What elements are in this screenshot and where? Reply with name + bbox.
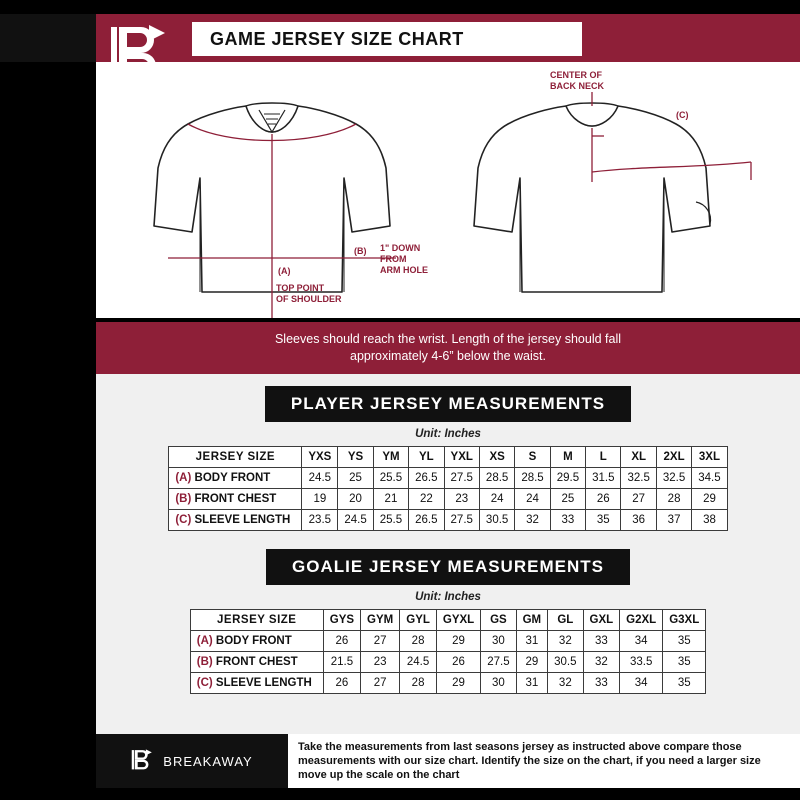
cell: 27.5 [444,468,479,489]
row-label-sleeve-length: SLEEVE LENGTH [194,514,291,526]
cell: 19 [302,489,338,510]
goalie-size-gl: GL [548,610,583,631]
cell: 29 [692,489,727,510]
cell: 24.5 [400,652,437,673]
cell: 25 [550,489,585,510]
player-size-xs: XS [479,447,514,468]
cell: 31 [516,673,548,694]
page-title: GAME JERSEY SIZE CHART [210,28,464,49]
footer-brand-name: BREAKAWAY [163,753,253,769]
cell: 26 [323,673,360,694]
cell: 29.5 [550,468,585,489]
cell: 27.5 [481,652,516,673]
table-header-row [190,610,706,631]
cell: 31.5 [586,468,621,489]
goalie-table-unit: Unit: Inches [415,591,481,603]
cell: 28 [400,673,437,694]
cell: 27 [361,631,400,652]
row-label-front-chest: FRONT CHEST [194,493,277,505]
player-size-ym: YM [373,447,408,468]
player-row-a-label [169,468,302,489]
cell: 27.5 [444,510,479,531]
cell: 29 [436,631,480,652]
svg-text:FROM: FROM [380,254,407,264]
row-label-sleeve-length: SLEEVE LENGTH [215,677,312,689]
cell: 23 [444,489,479,510]
illustration-left-black [0,62,96,318]
table-row [190,631,706,652]
table-header-row [169,447,727,468]
player-size-yl: YL [409,447,444,468]
cell: 30 [481,673,516,694]
cell: 22 [409,489,444,510]
goalie-row-c-label [190,673,323,694]
cell: 32 [548,631,583,652]
cell: 29 [436,673,480,694]
goalie-size-gxl: GXL [583,610,620,631]
svg-text:OF SHOULDER: OF SHOULDER [276,294,342,304]
goalie-size-gyxl: GYXL [436,610,480,631]
player-size-ys: YS [338,447,373,468]
cell: 26.5 [409,468,444,489]
goalie-size-gys: GYS [323,610,360,631]
cell: 26 [586,489,621,510]
goalie-size-gm: GM [516,610,548,631]
goalie-row-b-label [190,652,323,673]
cell: 34.5 [692,468,727,489]
cell: 34 [620,673,663,694]
cell: 25 [338,468,373,489]
table-row [169,510,727,531]
cell: 27 [621,489,656,510]
goalie-table-title: GOALIE JERSEY MEASUREMENTS [266,549,630,585]
cell: 29 [516,652,548,673]
label-b: (B) [354,246,367,256]
player-table-title: PLAYER JERSEY MEASUREMENTS [265,386,631,422]
row-label-front-chest: FRONT CHEST [215,656,298,668]
player-size-xl: XL [621,447,656,468]
row-tag-a: (A) [196,635,213,647]
cell: 34 [620,631,663,652]
note-line-1: Sleeves should reach the wrist. Length of the jersey should fall [274,332,622,347]
body-left-black [0,374,96,734]
cell: 32.5 [621,468,656,489]
jersey-illustration [96,62,800,318]
footer [96,734,800,788]
label-c-caption-2: BACK NECK [550,81,604,91]
player-size-m: M [550,447,585,468]
cell: 32.5 [656,468,691,489]
cell: 28 [400,631,437,652]
goalie-size-gs: GS [481,610,516,631]
player-table-unit: Unit: Inches [415,428,481,440]
cell: 26.5 [409,510,444,531]
cell: 28 [656,489,691,510]
cell: 20 [338,489,373,510]
table-row [169,468,727,489]
svg-text:ARM HOLE: ARM HOLE [380,265,428,275]
cell: 32 [515,510,550,531]
cell: 38 [692,510,727,531]
svg-text:TOP POINT: TOP POINT [276,283,325,293]
row-tag-a: (A) [175,472,192,484]
row-label-body-front: BODY FRONT [215,635,292,647]
label-c: (C) [676,110,689,120]
player-measurements-table [168,446,727,531]
row-tag-b: (B) [175,493,192,505]
cell: 36 [621,510,656,531]
cell: 30 [481,631,516,652]
player-size-2xl: 2XL [656,447,691,468]
page-title-box [192,22,582,56]
cell: 37 [656,510,691,531]
footer-left-black [0,734,96,800]
cell: 24.5 [338,510,373,531]
goalie-row-a-label [190,631,323,652]
cell: 33 [550,510,585,531]
row-tag-c: (C) [196,677,213,689]
cell: 21.5 [323,652,360,673]
note-line-2: approximately 4-6” below the waist. [350,349,546,363]
cell: 28.5 [479,468,514,489]
cell: 33 [583,631,620,652]
breakaway-b-logo-icon [131,744,157,779]
cell: 33.5 [620,652,663,673]
measurements-body [96,374,800,734]
goalie-size-g2xl: G2XL [620,610,663,631]
label-c-caption-1: CENTER OF [550,70,603,80]
player-row-b-label [169,489,302,510]
cell: 31 [516,631,548,652]
cell: 24 [479,489,514,510]
cell: 35 [586,510,621,531]
cell: 27 [361,673,400,694]
player-header-label: JERSEY SIZE [169,447,302,468]
cell: 24 [515,489,550,510]
player-size-yxl: YXL [444,447,479,468]
cell: 25.5 [373,510,408,531]
table-row [190,652,706,673]
player-row-c-label [169,510,302,531]
cell: 21 [373,489,408,510]
goalie-header-label: JERSEY SIZE [190,610,323,631]
player-size-yxs: YXS [302,447,338,468]
header-black-block [0,14,96,62]
player-size-s: S [515,447,550,468]
goalie-size-g3xl: G3XL [663,610,706,631]
note-band [96,322,800,374]
footer-instructions: Take the measurements from last seasons jersey as instructed above compare those measurements with our size chart. Identify the size on the chart, if you need a larger size move up the scale on the chart [298,740,761,782]
cell: 30.5 [479,510,514,531]
cell: 26 [323,631,360,652]
cell: 35 [663,631,706,652]
row-tag-b: (B) [196,656,213,668]
cell: 35 [663,652,706,673]
player-size-3xl: 3XL [692,447,727,468]
cell: 30.5 [548,652,583,673]
row-tag-c: (C) [175,514,192,526]
row-label-body-front: BODY FRONT [194,472,271,484]
footer-brand [96,734,288,788]
cell: 23 [361,652,400,673]
cell: 23.5 [302,510,338,531]
cell: 25.5 [373,468,408,489]
cell: 35 [663,673,706,694]
cell: 32 [548,673,583,694]
table-row [190,673,706,694]
goalie-size-gym: GYM [361,610,400,631]
cell: 24.5 [302,468,338,489]
goalie-measurements-table [190,609,707,694]
table-row [169,489,727,510]
goalie-size-gyl: GYL [400,610,437,631]
cell: 32 [583,652,620,673]
cell: 33 [583,673,620,694]
label-a: (A) [278,266,291,276]
cell: 26 [436,652,480,673]
player-size-l: L [586,447,621,468]
cell: 28.5 [515,468,550,489]
svg-text:1" DOWN: 1" DOWN [380,243,421,253]
